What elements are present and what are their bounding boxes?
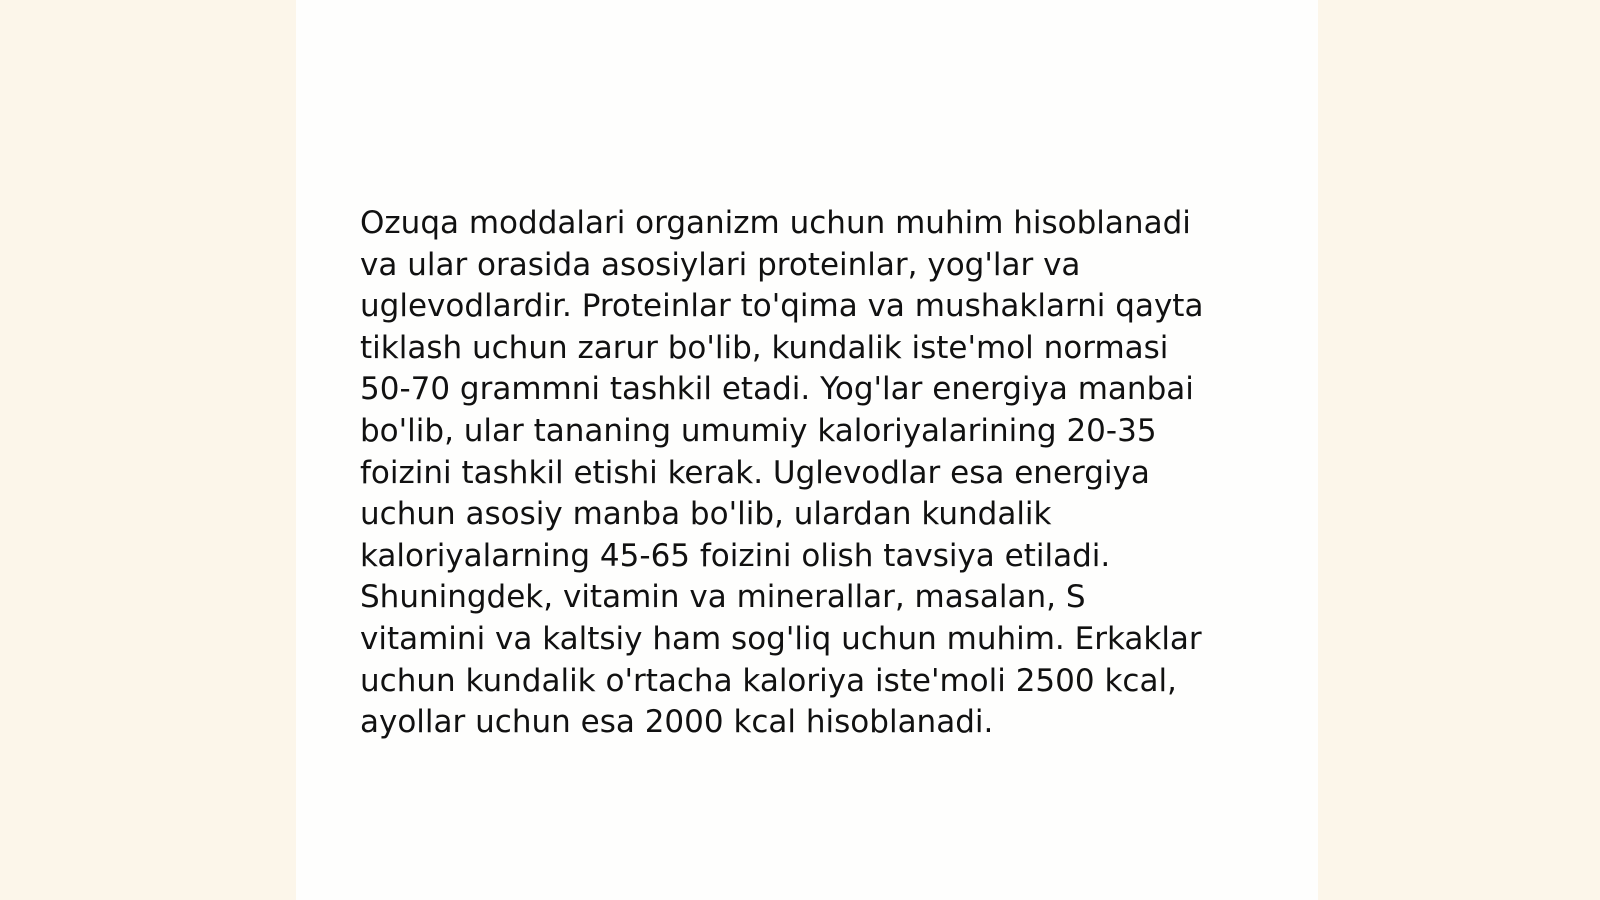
paragraph-line: vitamini va kaltsiy ham sog'liq uchun muhim. Erkaklar xyxy=(360,620,1202,657)
paragraph-line: uchun asosiy manba bo'lib, ulardan kundalik xyxy=(360,496,1052,533)
paragraph-line: uchun kundalik o'rtacha kaloriya iste'moli 2500 kcal, xyxy=(360,662,1177,699)
paragraph-line: tiklash uchun zarur bo'lib, kundalik iste'mol normasi xyxy=(360,329,1169,366)
paragraph-line: ayollar uchun esa 2000 kcal hisoblanadi. xyxy=(360,704,994,741)
body-paragraph xyxy=(360,203,1260,744)
paragraph-line: va ular orasida asosiylari proteinlar, yog'lar va xyxy=(360,246,1081,283)
paragraph-line: bo'lib, ular tananing umumiy kaloriyalarining 20-35 xyxy=(360,412,1157,449)
paragraph-line: Shuningdek, vitamin va minerallar, masalan, S xyxy=(360,579,1086,616)
paragraph-line: kaloriyalarning 45-65 foizini olish tavsiya etiladi. xyxy=(360,537,1111,574)
document-page xyxy=(296,0,1318,900)
paragraph-line: uglevodlardir. Proteinlar to'qima va mushaklarni qayta xyxy=(360,288,1204,325)
paragraph-line: 50-70 grammni tashkil etadi. Yog'lar energiya manbai xyxy=(360,371,1194,408)
paragraph-line: Ozuqa moddalari organizm uchun muhim hisoblanadi xyxy=(360,205,1191,241)
paragraph-line: foizini tashkil etishi kerak. Uglevodlar esa energiya xyxy=(360,454,1150,491)
